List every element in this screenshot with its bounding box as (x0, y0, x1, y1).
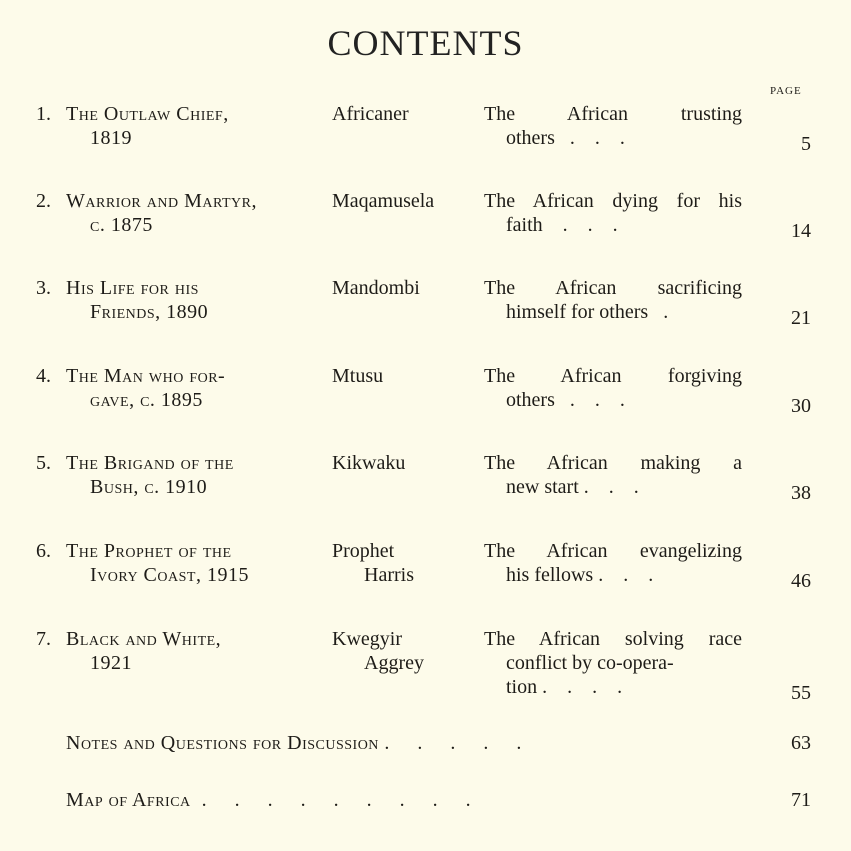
chapter-person: Prophet Harris (332, 540, 414, 586)
chapter-title: The Man who for- gave, c. 1895 (66, 365, 226, 411)
chapter-number: 6. (36, 540, 51, 562)
page-number: 71 (791, 789, 811, 811)
chapter-number: 2. (36, 190, 51, 212)
page-number: 55 (791, 682, 811, 704)
chapter-number: 3. (36, 277, 51, 299)
extra-title: Notes and Questions for Discussion . . . . . (66, 732, 522, 754)
page-number: 21 (791, 307, 811, 329)
chapter-person: Kikwaku (332, 452, 406, 474)
chapter-description: The African evangelizing his fellows . . . (484, 540, 742, 586)
chapter-person: Mtusu (332, 365, 384, 387)
chapter-description: The African solving race conflict by co-opera- tion . . . . (484, 628, 742, 698)
chapter-title: Black and White, 1921 (66, 628, 222, 674)
page-number: 30 (791, 395, 811, 417)
chapter-person: Mandombi (332, 277, 420, 299)
chapter-person: Africaner (332, 103, 409, 125)
chapter-title: The Prophet of the Ivory Coast, 1915 (66, 540, 249, 586)
chapter-title: The Brigand of the Bush, c. 1910 (66, 452, 234, 498)
chapter-number: 4. (36, 365, 51, 387)
chapter-description: The African sacrificing himself for others . (484, 277, 742, 323)
chapter-person: Maqamusela (332, 190, 435, 212)
chapter-title: The Outlaw Chief, 1819 (66, 103, 229, 149)
extra-title: Map of Africa . . . . . . . . . (66, 789, 472, 811)
chapter-number: 1. (36, 103, 51, 125)
page-number: 38 (791, 482, 811, 504)
page-number: 63 (791, 732, 811, 754)
chapter-number: 5. (36, 452, 51, 474)
chapter-number: 7. (36, 628, 51, 650)
page-column-label: PAGE (770, 85, 802, 97)
chapter-title: Warrior and Martyr, c. 1875 (66, 190, 257, 236)
page-number: 5 (801, 133, 811, 155)
chapter-description: The African forgiving others . . . (484, 365, 742, 411)
chapter-description: The African making a new start . . . (484, 452, 742, 498)
chapter-description: The African dying for his faith . . . (484, 190, 742, 236)
page-number: 14 (791, 220, 811, 242)
chapter-person: Kwegyir Aggrey (332, 628, 424, 674)
page-title: CONTENTS (327, 23, 524, 63)
page-number: 46 (791, 570, 811, 592)
chapter-description: The African trusting others . . . (484, 103, 742, 149)
chapter-title: His Life for his Friends, 1890 (66, 277, 209, 323)
